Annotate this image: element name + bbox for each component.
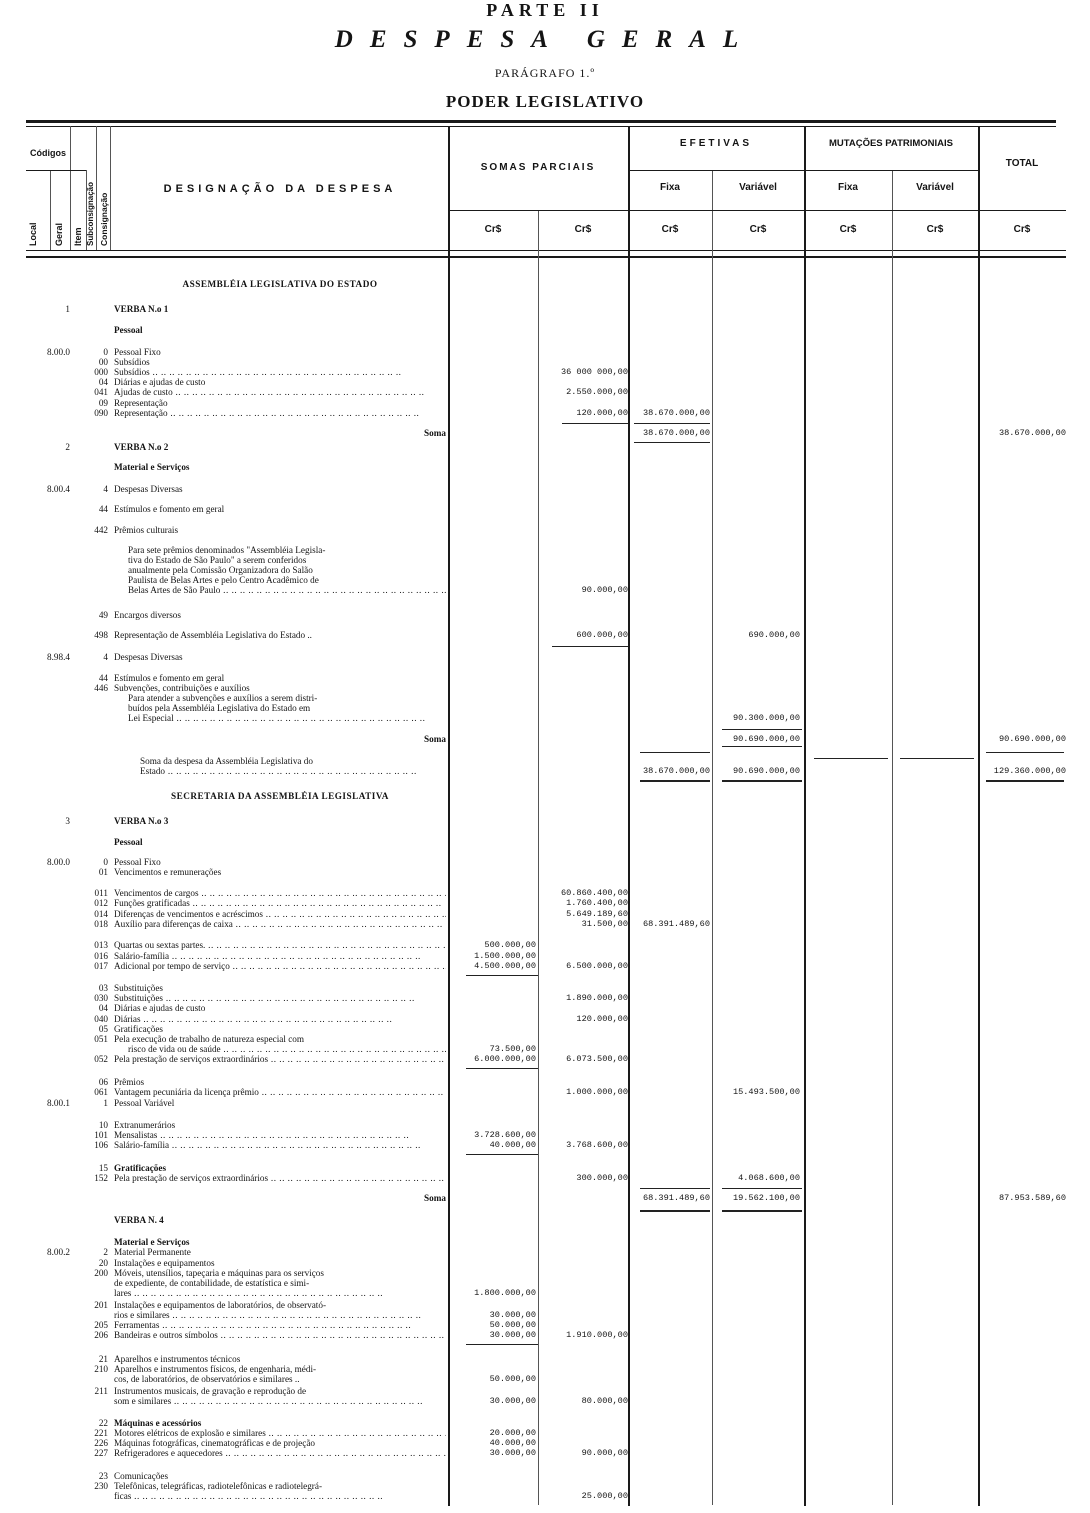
expense-designation: Instrumentos musicais, de gravação e reprodução de xyxy=(114,1386,307,1396)
code-local: 1 xyxy=(65,304,70,314)
code-item: 09 xyxy=(98,398,108,408)
code-item: 013 xyxy=(94,940,108,950)
code-item: 04 xyxy=(98,377,108,387)
expense-designation: Diárias e ajudas de custo xyxy=(114,1003,206,1013)
table-row xyxy=(0,1491,1090,1502)
table-row xyxy=(0,585,1090,596)
code-item: 0 xyxy=(103,347,108,357)
expense-designation: Pessoal Fixo xyxy=(114,347,161,357)
partial-sum-2: 1.890.000,00 xyxy=(566,993,628,1003)
expense-designation: Belas Artes de São Paulo .. .. xyxy=(128,585,446,596)
expense-designation: lares .. .. xyxy=(114,1288,446,1299)
table-row xyxy=(0,919,1090,930)
code-item: 205 xyxy=(94,1320,108,1330)
currency-label: Cr$ xyxy=(1013,224,1031,235)
expense-designation: Gratificações xyxy=(114,1024,163,1034)
code-item: 04 xyxy=(98,1003,108,1013)
expense-designation: Soma da despesa da Assembléia Legislativa do xyxy=(140,756,313,766)
expense-designation: Representação .. .. xyxy=(114,408,446,419)
table-row xyxy=(0,484,1090,495)
table-row xyxy=(0,1087,1090,1098)
code-item: 2 xyxy=(103,1247,108,1257)
table-row xyxy=(0,1330,1090,1341)
code-item: 018 xyxy=(94,919,108,929)
code-item: 21 xyxy=(98,1354,108,1364)
effective-fixed-value: 38.670.000,00 xyxy=(642,428,710,438)
table-row xyxy=(0,734,1090,745)
expense-designation: Extranumerários xyxy=(114,1120,176,1130)
total-value: 90.690.000,00 xyxy=(998,734,1066,744)
table-row xyxy=(0,462,1090,473)
table-row xyxy=(0,325,1090,336)
expense-designation: Ferramentas .. .. xyxy=(114,1320,446,1331)
expense-designation: Material e Serviços xyxy=(114,462,190,472)
partial-sum-1: 50.000,00 xyxy=(489,1374,536,1384)
partial-sum-1: 1.800.000,00 xyxy=(474,1288,536,1298)
partial-sum-1: 3.728.600,00 xyxy=(474,1130,536,1140)
expense-designation: Subsídios xyxy=(114,357,150,367)
partial-sum-2: 300.000,00 xyxy=(576,1173,628,1183)
table-row xyxy=(0,791,1090,802)
expense-designation: Estímulos e fomento em geral xyxy=(114,673,225,683)
expense-designation: Pessoal xyxy=(114,837,143,847)
code-local: 8.00.0 xyxy=(47,347,70,357)
expense-designation: Pela execução de trabalho de natureza especial com xyxy=(114,1034,305,1044)
code-item: 041 xyxy=(94,387,108,397)
expense-designation: Estímulos e fomento em geral xyxy=(114,504,225,514)
code-item: 206 xyxy=(94,1330,108,1340)
code-item: 4 xyxy=(103,652,108,662)
partial-sum-2: 2.550.000,00 xyxy=(566,387,628,397)
table-row xyxy=(0,766,1090,777)
expense-designation: VERBA N.o 1 xyxy=(114,304,169,314)
expense-designation: Diferenças de vencimentos e acréscimos .. .. xyxy=(114,909,446,920)
code-local: 8.00.1 xyxy=(47,1098,70,1108)
partial-sum-1: 500.000,00 xyxy=(484,940,536,950)
partial-sum-2: 1.910.000,00 xyxy=(566,1330,628,1340)
code-item: 221 xyxy=(94,1428,108,1438)
table-row xyxy=(0,279,1090,290)
table-row xyxy=(0,961,1090,972)
partial-sum-1: 30.000,00 xyxy=(489,1448,536,1458)
expense-designation: Despesas Diversas xyxy=(114,652,183,662)
expense-designation: Gratificações xyxy=(114,1163,167,1173)
table-row xyxy=(0,1003,1090,1014)
currency-label: Cr$ xyxy=(839,224,857,235)
total-value: 38.670.000,00 xyxy=(998,428,1066,438)
code-item: 22 xyxy=(98,1418,108,1428)
effective-header: EFETIVAS xyxy=(679,138,753,149)
partial-sum-2: 120.000,00 xyxy=(576,408,628,418)
currency-label: Cr$ xyxy=(484,224,502,235)
partial-sum-2: 1.760.400,00 xyxy=(566,898,628,908)
expense-designation: Lei Especial .. .. xyxy=(128,713,446,724)
partial-sum-2: 80.000,00 xyxy=(581,1396,628,1406)
code-item: 0 xyxy=(103,857,108,867)
table-row xyxy=(0,610,1090,621)
partial-sum-2: 120.000,00 xyxy=(576,1014,628,1024)
expense-designation: Funções gratificadas .. .. xyxy=(114,898,446,909)
page-title: DESPESA GERAL xyxy=(334,26,756,53)
effective-variable-value: 4.068.600,00 xyxy=(738,1173,800,1183)
expense-designation: anualmente pela Comissão Organizadora do Salão xyxy=(128,565,313,575)
table-row xyxy=(0,1215,1090,1226)
code-item: 106 xyxy=(94,1140,108,1150)
partial-sum-2: 60.860.400,00 xyxy=(560,888,628,898)
expense-designation: Adicional por tempo de serviço .. .. xyxy=(114,961,446,972)
expense-designation: SECRETARIA DA ASSEMBLÉIA LEGISLATIVA xyxy=(171,791,389,801)
code-item: 090 xyxy=(94,408,108,418)
expense-designation: Instalações e equipamentos xyxy=(114,1258,215,1268)
expense-designation: Estado .. .. xyxy=(140,766,446,777)
expense-designation: VERBA N. 4 xyxy=(114,1215,164,1225)
expense-designation: risco de vida ou de saúde .. .. xyxy=(128,1044,446,1055)
effective-fixed-value: 38.670.000,00 xyxy=(642,766,710,776)
table-row xyxy=(0,428,1090,439)
partial-sum-2: 36 000 000,00 xyxy=(560,367,628,377)
partial-sums-header: SOMAS PARCIAIS xyxy=(480,162,596,173)
code-item: 200 xyxy=(94,1268,108,1278)
code-local: 3 xyxy=(65,816,70,826)
table-row xyxy=(0,1374,1090,1385)
expense-designation: Auxílio para diferenças de caixa .. .. xyxy=(114,919,446,930)
effective-variable-value: 15.493.500,00 xyxy=(732,1087,800,1097)
expense-designation: Material e Serviços xyxy=(114,1237,190,1247)
table-row xyxy=(0,1193,1090,1204)
code-item: 226 xyxy=(94,1438,108,1448)
table-row xyxy=(0,630,1090,641)
code-item: 4 xyxy=(103,484,108,494)
table-row xyxy=(0,387,1090,398)
partial-sum-1: 1.500.000,00 xyxy=(474,951,536,961)
effective-variable-value: 90.690.000,00 xyxy=(732,766,800,776)
expense-designation: VERBA N.o 3 xyxy=(114,816,169,826)
table-row xyxy=(0,525,1090,536)
mutations-variable-header: Variável xyxy=(916,182,954,193)
expense-designation: Paulista de Belas Artes e pelo Centro Acadêmico de xyxy=(128,575,319,585)
code-item: 017 xyxy=(94,961,108,971)
expense-designation: Aparelhos e instrumentos técnicos xyxy=(114,1354,241,1364)
code-item: 201 xyxy=(94,1300,108,1310)
code-item: 101 xyxy=(94,1130,108,1140)
code-item: 01 xyxy=(98,867,108,877)
expense-designation: Diárias .. .. xyxy=(114,1014,446,1025)
code-item: 040 xyxy=(94,1014,108,1024)
consignation-header: Consignação xyxy=(99,192,109,246)
expense-designation: Substituições xyxy=(114,983,164,993)
code-item: 10 xyxy=(98,1120,108,1130)
expense-designation: Pessoal xyxy=(114,325,143,335)
table-row xyxy=(0,1396,1090,1407)
expense-designation: ASSEMBLÉIA LEGISLATIVA DO ESTADO xyxy=(182,279,378,289)
partial-sum-2: 600.000,00 xyxy=(576,630,628,640)
currency-label: Cr$ xyxy=(749,224,767,235)
table-row xyxy=(0,442,1090,453)
expense-designation: Telefônicas, telegráficas, radiotelefônicas e radiotelegrá- xyxy=(114,1481,323,1491)
code-item: 15 xyxy=(98,1163,108,1173)
expense-designation: Salário-família .. .. xyxy=(114,1140,446,1151)
effective-fixed-value: 68.391.489,60 xyxy=(642,1193,710,1203)
code-item: 012 xyxy=(94,898,108,908)
local-header: Local xyxy=(28,222,38,246)
code-item: 227 xyxy=(94,1448,108,1458)
expense-designation: Prêmios culturais xyxy=(114,525,179,535)
expense-designation: Salário-família .. .. xyxy=(114,951,446,962)
total-value: 87.953.589,60 xyxy=(998,1193,1066,1203)
expense-designation: Quartas ou sextas partes. .. .. xyxy=(114,940,446,951)
currency-label: Cr$ xyxy=(926,224,944,235)
partial-sum-2: 31.500,00 xyxy=(581,919,628,929)
effective-variable-value: 90.690.000,00 xyxy=(732,734,800,744)
table-row xyxy=(0,1288,1090,1299)
partial-sum-1: 73.500,00 xyxy=(489,1044,536,1054)
expense-designation: Motores elétricos de explosão e similares .. .. xyxy=(114,1428,446,1439)
code-local: 2 xyxy=(65,442,70,452)
expense-designation: VERBA N.o 2 xyxy=(114,442,169,452)
designation-header: DESIGNAÇÃO DA DESPESA xyxy=(163,183,397,195)
table-row xyxy=(0,713,1090,724)
codes-header: Códigos xyxy=(30,148,66,158)
expense-designation: Para atender a subvenções e auxílios a serem distri- xyxy=(128,693,318,703)
partial-sum-2: 3.768.600,00 xyxy=(566,1140,628,1150)
expense-designation: Instalações e equipamentos de laboratórios, de observató- xyxy=(114,1300,327,1310)
code-local: 8.00.4 xyxy=(47,484,70,494)
table-row xyxy=(0,1140,1090,1151)
code-item: 230 xyxy=(94,1481,108,1491)
code-item: 030 xyxy=(94,993,108,1003)
expense-designation: Despesas Diversas xyxy=(114,484,183,494)
code-item: 051 xyxy=(94,1034,108,1044)
table-row xyxy=(0,940,1090,951)
expense-designation: tiva do Estado de São Paulo" a serem conferidos xyxy=(128,555,307,565)
code-item: 446 xyxy=(94,683,108,693)
expense-designation: Aparelhos e instrumentos físicos, de engenharia, médi- xyxy=(114,1364,317,1374)
expense-designation: Móveis, utensílios, tapeçaria e máquinas para os serviços xyxy=(114,1268,324,1278)
expense-designation: Representação xyxy=(114,398,168,408)
expense-designation: Diárias e ajudas de custo xyxy=(114,377,206,387)
expense-designation: cos, de laboratórios, de observatórios e similares .. xyxy=(114,1374,300,1384)
total-header: TOTAL xyxy=(1005,158,1039,169)
effective-variable-header: Variável xyxy=(739,182,777,193)
effective-fixed-value: 38.670.000,00 xyxy=(642,408,710,418)
code-item: 20 xyxy=(98,1258,108,1268)
partial-sum-1: 30.000,00 xyxy=(489,1330,536,1340)
partial-sum-2: 6.073.500,00 xyxy=(566,1054,628,1064)
code-item: 000 xyxy=(94,367,108,377)
expense-designation: Refrigeradores e aquecedores .. .. xyxy=(114,1448,446,1459)
partial-sum-1: 4.500.000,00 xyxy=(474,961,536,971)
code-item: 05 xyxy=(98,1024,108,1034)
code-item: 23 xyxy=(98,1471,108,1481)
expense-designation: Subvenções, contribuições e auxílios xyxy=(114,683,250,693)
table-row xyxy=(0,504,1090,515)
code-item: 011 xyxy=(94,888,108,898)
code-item: 211 xyxy=(94,1386,108,1396)
table-row xyxy=(0,898,1090,909)
expense-designation: rios e similares .. .. xyxy=(114,1310,446,1321)
partial-sum-1: 50.000,00 xyxy=(489,1320,536,1330)
effective-fixed-header: Fixa xyxy=(659,182,680,193)
table-row xyxy=(0,1054,1090,1065)
expense-designation: ficas .. .. xyxy=(114,1491,446,1502)
effective-variable-value: 90.300.000,00 xyxy=(732,713,800,723)
currency-label: Cr$ xyxy=(661,224,679,235)
effective-variable-value: 690.000,00 xyxy=(748,630,800,640)
geral-header: Geral xyxy=(54,222,64,246)
table-row xyxy=(0,816,1090,827)
code-item: 016 xyxy=(94,951,108,961)
expense-designation: Máquinas fotográficas, cinematográficas e de projeção xyxy=(114,1438,316,1448)
partial-sum-1: 30.000,00 xyxy=(489,1396,536,1406)
expense-designation: Máquinas e acessórios xyxy=(114,1418,202,1428)
code-item: 061 xyxy=(94,1087,108,1097)
code-item: 00 xyxy=(98,357,108,367)
code-item: 152 xyxy=(94,1173,108,1183)
mutations-fixed-header: Fixa xyxy=(837,182,858,193)
code-item: 06 xyxy=(98,1077,108,1087)
expense-designation: Para sete prêmios denominados "Assembléia Legisla- xyxy=(128,545,326,555)
partial-sum-1: 40.000,00 xyxy=(489,1438,536,1448)
table-row xyxy=(0,1247,1090,1258)
expense-designation: Vencimentos de cargos .. .. xyxy=(114,888,446,899)
code-item: 44 xyxy=(98,504,108,514)
partial-sum-1: 30.000,00 xyxy=(489,1310,536,1320)
code-item: 210 xyxy=(94,1364,108,1374)
table-row xyxy=(0,408,1090,419)
expense-designation: Comunicações xyxy=(114,1471,169,1481)
partial-sum-2: 1.000.000,00 xyxy=(566,1087,628,1097)
code-local: 8.00.0 xyxy=(47,857,70,867)
partial-sum-1: 40.000,00 xyxy=(489,1140,536,1150)
table-row xyxy=(0,1098,1090,1109)
expense-designation: Bandeiras e outros símbolos .. .. xyxy=(114,1330,446,1341)
expense-designation: Representação de Assembléia Legislativa do Estado .. xyxy=(114,630,312,640)
item-header: Item xyxy=(73,227,83,246)
expense-designation: Pela prestação de serviços extraordinários .. .. xyxy=(114,1173,446,1184)
table-row xyxy=(0,837,1090,848)
currency-label: Cr$ xyxy=(574,224,592,235)
paragraph-heading: PARÁGRAFO 1.º xyxy=(494,66,596,80)
total-value: 129.360.000,00 xyxy=(993,766,1066,776)
effective-fixed-value: 68.391.489,60 xyxy=(642,919,710,929)
code-local: 8.00.2 xyxy=(47,1247,70,1257)
code-item: 014 xyxy=(94,909,108,919)
table-row xyxy=(0,1173,1090,1184)
partial-sum-2: 25.000,00 xyxy=(581,1491,628,1501)
table-row xyxy=(0,652,1090,663)
partial-sum-2: 90.000,00 xyxy=(581,1448,628,1458)
patrimonial-mutations-header: MUTAÇÕES PATRIMONIAIS xyxy=(828,138,954,149)
expense-designation: Ajudas de custo .. .. xyxy=(114,387,446,398)
expense-designation: Vantagem pecuniária da licença prêmio .. .. xyxy=(114,1087,446,1098)
expense-designation: Pessoal Variável xyxy=(114,1098,175,1108)
expense-designation: Encargos diversos xyxy=(114,610,181,620)
expense-designation: Mensalistas .. .. xyxy=(114,1130,446,1141)
code-item: 1 xyxy=(103,1098,108,1108)
effective-variable-value: 19.562.100,00 xyxy=(732,1193,800,1203)
table-row xyxy=(0,304,1090,315)
code-item: 03 xyxy=(98,983,108,993)
section-heading: PODER LEGISLATIVO xyxy=(445,92,645,111)
expense-designation: de expediente, de contabilidade, de estatística e simi- xyxy=(114,1278,310,1288)
code-local: 8.98.4 xyxy=(47,652,70,662)
code-item: 442 xyxy=(94,525,108,535)
partial-sum-1: 6.000.000,00 xyxy=(474,1054,536,1064)
expense-designation: Subsídios .. .. xyxy=(114,367,446,378)
expense-designation: Prêmios xyxy=(114,1077,145,1087)
expense-designation: Substituições .. .. xyxy=(114,993,446,1004)
code-item: 44 xyxy=(98,673,108,683)
expense-designation: Soma xyxy=(424,734,446,744)
code-item: 498 xyxy=(94,630,108,640)
part-heading: PARTE II xyxy=(486,0,604,20)
subconsignation-header: Subconsignação xyxy=(86,181,95,246)
table-row xyxy=(0,1448,1090,1459)
partial-sum-2: 6.500.000,00 xyxy=(566,961,628,971)
expense-designation: Material Permanente xyxy=(114,1247,191,1257)
expense-designation: Soma xyxy=(424,428,446,438)
table-row xyxy=(0,867,1090,878)
expense-designation: Vencimentos e remunerações xyxy=(114,867,222,877)
expense-designation: Pela prestação de serviços extraordinários .. .. xyxy=(114,1054,446,1065)
expense-designation: Soma xyxy=(424,1193,446,1203)
expense-designation: buídos pela Assembléia Legislativa do Estado em xyxy=(128,703,311,713)
expense-designation: Pessoal Fixo xyxy=(114,857,161,867)
partial-sum-2: 90.000,00 xyxy=(581,585,628,595)
code-item: 052 xyxy=(94,1054,108,1064)
partial-sum-1: 20.000,00 xyxy=(489,1428,536,1438)
partial-sum-2: 5.649.189,60 xyxy=(566,909,628,919)
expense-designation: som e similares .. .. xyxy=(114,1396,446,1407)
code-item: 49 xyxy=(98,610,108,620)
